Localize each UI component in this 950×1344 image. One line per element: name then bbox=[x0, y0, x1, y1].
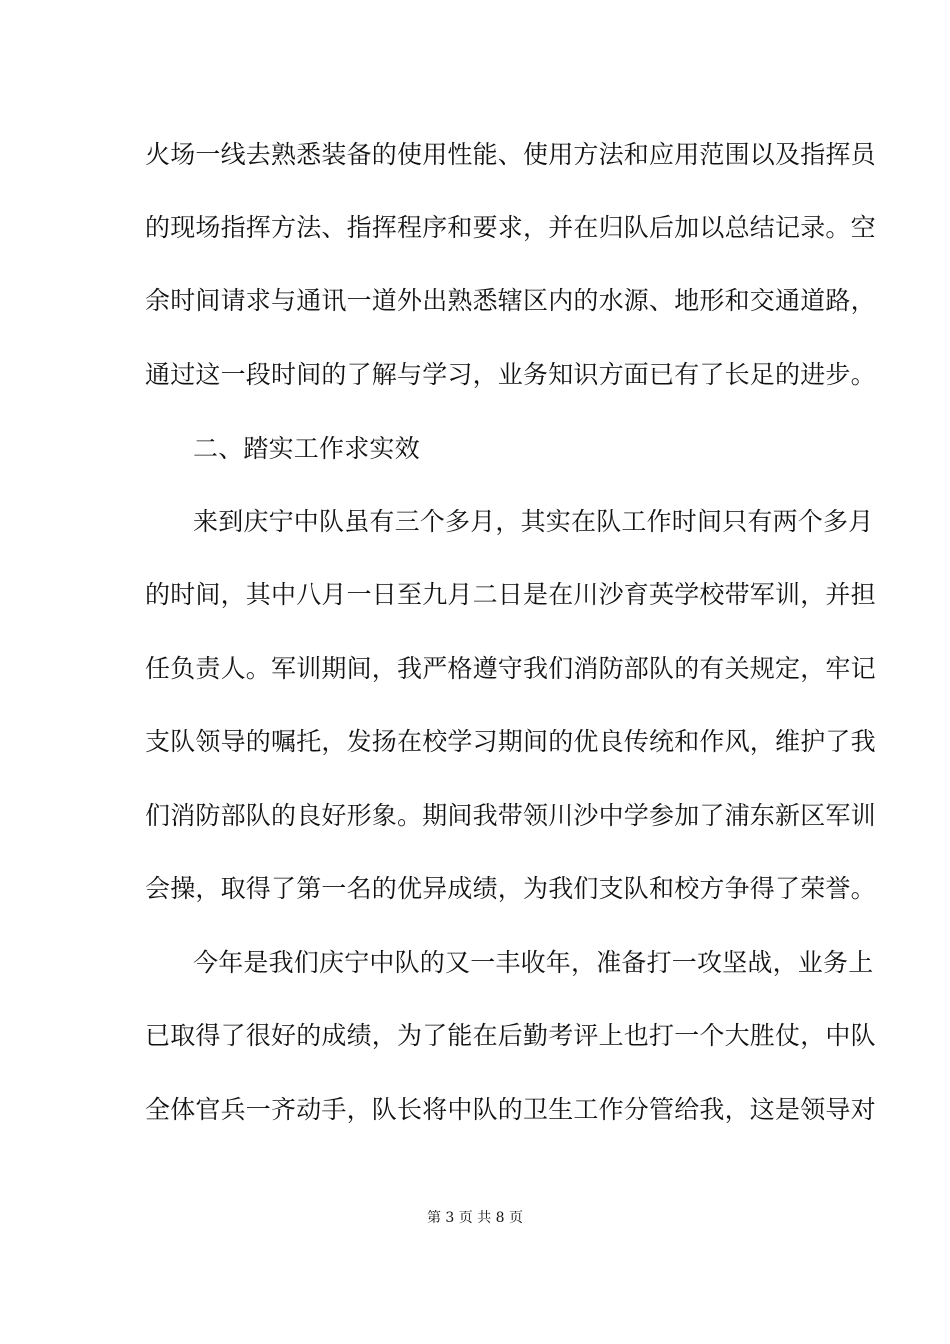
text-line: 今年是我们庆宁中队的又一丰收年，准备打一攻坚战，业务上 bbox=[193, 948, 874, 977]
text-line: 任负责人。军训期间，我严格遵守我们消防部队的有关规定，牢记 bbox=[145, 654, 876, 683]
page-number-footer: 第 3 页 共 8 页 bbox=[426, 1210, 524, 1226]
text-line: 余时间请求与通讯一道外出熟悉辖区内的水源、地形和交通道路， bbox=[145, 286, 876, 315]
text-line: 们消防部队的良好形象。期间我带领川沙中学参加了浦东新区军训 bbox=[145, 801, 876, 830]
text-line: 全体官兵一齐动手，队长将中队的卫生工作分管给我，这是领导对 bbox=[145, 1095, 876, 1124]
text-line: 已取得了很好的成绩，为了能在后勤考评上也打一个大胜仗，中队 bbox=[145, 1021, 876, 1050]
text-line: 火场一线去熟悉装备的使用性能、使用方法和应用范围以及指挥员 bbox=[145, 140, 876, 169]
text-line: 的时间，其中八月一日至九月二日是在川沙育英学校带军训，并担 bbox=[145, 580, 876, 609]
section-heading: 二、踏实工作求实效 bbox=[193, 434, 420, 463]
text-line: 支队领导的嘱托，发扬在校学习期间的优良传统和作风，维护了我 bbox=[145, 727, 876, 756]
text-line: 会操，取得了第一名的优异成绩，为我们支队和校方争得了荣誉。 bbox=[145, 874, 876, 903]
text-line: 通过这一段时间的了解与学习，业务知识方面已有了长足的进步。 bbox=[145, 360, 876, 389]
text-line: 来到庆宁中队虽有三个多月，其实在队工作时间只有两个多月 bbox=[193, 507, 874, 536]
text-line: 的现场指挥方法、指挥程序和要求，并在归队后加以总结记录。空 bbox=[145, 213, 876, 242]
